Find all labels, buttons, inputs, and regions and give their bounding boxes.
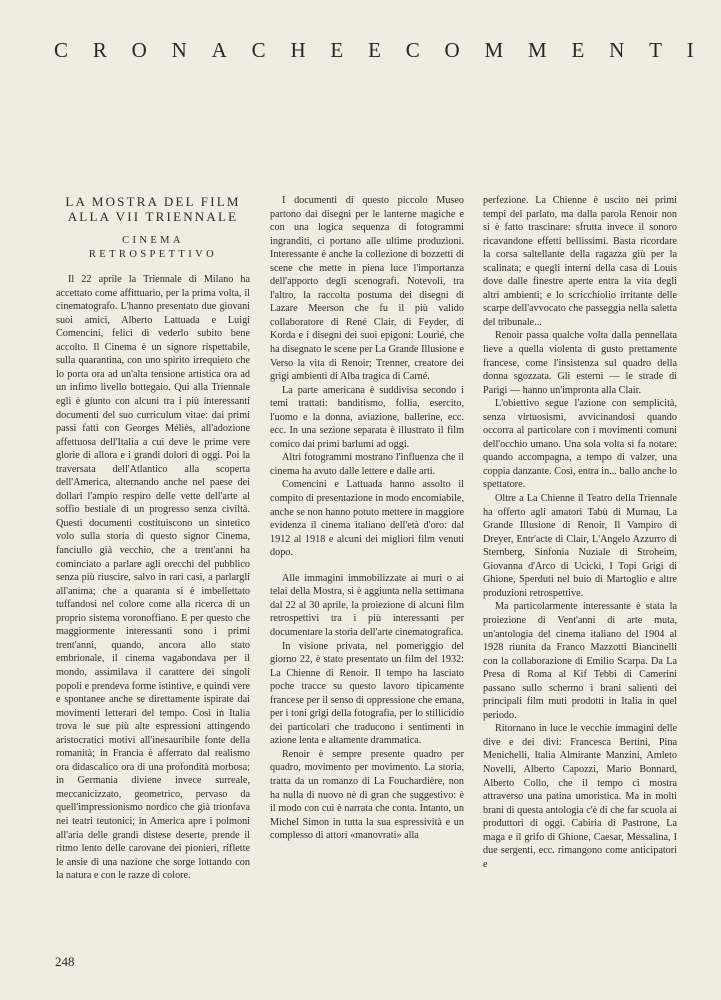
- header-letter: T: [649, 38, 662, 62]
- header-letter: O: [131, 38, 147, 62]
- header-letter: M: [528, 38, 547, 62]
- paragraph: La parte americana è suddivisa secondo i temi trattati: banditismo, follia, esercito, l'uomo e la donna, aviazione, ballerine, ecc. ecc. In una sezione separata è illustrato il film comico dai primi barlumi ad oggi.: [270, 384, 464, 450]
- paragraph: Renoir passa qualche volta dalla pennellata lieve a quella violenta di gusto prettamente francese, come l'insistenza sul quadro della donna sgozzata. Gli esterni — le strade di Parigi — hanno un'impronta alla Clair.: [483, 330, 677, 396]
- paragraph: Ma particolarmente interessante è stata la proiezione di Vent'anni di arte muta, un'antologia del cinema italiano del 1904 al 1928 riunita da Franco Mazzotti Biancinelli con la collaborazione di Emilio Scarpa. Da La Presa di Roma al Kif Tebbi di Camerini passano sullo schermo i brani salienti dei principali film muti prodotti in Italia in quel periodo.: [483, 601, 677, 721]
- header-letter: O: [444, 38, 460, 62]
- header-letter: C: [251, 38, 266, 62]
- header-letter: N: [171, 38, 187, 62]
- paragraph: Alle immagini immobilizzate ai muri o ai telai della Mostra, si è aggiunta nella settimana dal 22 al 30 aprile, la proiezione di alcuni film retrospettivi tra i più interessanti per documentare la storia dell'arte cinematografica.: [270, 572, 464, 638]
- paragraph: Ritornano in luce le vecchie immagini delle dive e dei divi: Francesca Bertini, Pina Menichelli, Italia Almirante Manzini, Amleto Novelli, Alberto Capozzi, Mario Bonnard, Alberto Collo, che il tempo ci mostra attraverso una patina umoristica. Ma in molti brani di questa antologia c'è di che far scuola ai produttori di oggi. Cabiria di Pastrone, La maga e il grifo di Ghione, Caesar, Messalina, I due sergenti, ecc. rimangono come anticipatori e: [483, 723, 677, 870]
- header-letter: H: [290, 38, 306, 62]
- column-3: [483, 194, 677, 871]
- article-subtitle: CINEMA RETROSPETTIVO: [88, 235, 218, 260]
- article-title: [56, 194, 250, 224]
- article-title-line-1: LA MOSTRA DEL FILM: [65, 194, 241, 209]
- paragraph: perfezione. La Chienne è uscito nei primi tempi del parlato, ma dalla parola Renoir non si è fatto trascinare: sfrutta invece il sonoro ricavandone effetti bellissimi. Basta ricordare la corsa saltellante della ragazza giù per la scalinata; e quegli interni della casa di Louis dove dalle finestre aperte entra la vita degli altri ambienti; e lo scricchiolio irritante delle scarpe dell'avvocato che passeggia nella saletta del tribunale...: [483, 195, 677, 328]
- page-number: 248: [55, 954, 75, 969]
- paragraph: In visione privata, nel pomeriggio del giorno 22, è stato presentato un film del 1932: La Chienne di Renoir. Il tempo ha lasciato poche tracce su questo lavoro tipicamente francese per il senso di oppressione che emana, per i toni grigi della fotografia, per lo stillicidio dei particolari che traducono i sentimenti in azione lenta e altamente drammatica.: [270, 640, 464, 747]
- header-letter: E: [571, 38, 585, 62]
- section-header: [54, 38, 694, 63]
- paragraph: Oltre a La Chienne il Teatro della Triennale ha offerto agli amatori Tabù di Murnau, La Grande Illusione di Renoir, Il Vampiro di Dreyer, Entr'acte di Clair, L'Angelo Azzurro di Sternberg, Sinfonia Nuziale di Stroheim, Giovanna d'Arco di Ucicki, I Topi Grigi di Ghione, Sperduti nel buio di Martoglio e altre produzioni retrospettive.: [483, 493, 677, 599]
- header-letter: I: [686, 38, 694, 62]
- header-letter: R: [92, 38, 107, 62]
- paragraph: Comencini e Lattuada hanno assolto il compito di presentazione in modo encomiabile, anche se non hanno potuto mettere in maggiore evidenza il cinema italiano dell'età d'oro: dal 1912 al 1918 e alcuni dei migliori film venuti dopo.: [270, 479, 464, 559]
- header-letter: E: [330, 38, 344, 62]
- paragraph: Il 22 aprile la Triennale di Milano ha accettato come affittuario, per la prima volta, il cinematografo. L'hanno presentato due giovani suoi amici, Alberto Lattuada e Luigi Comencini, felici di vederlo subito bene accolto. Il Cinema è un signore rispettabile, sulla quarantina, con uno spirito irrequieto che lo porta ora ad un'alta tensione artistica ora ad un infimo livello bottegaio. Qui alla Triennale egli è giunto con alcuni tra i più interessanti documenti del suo curriculum vitae: dai primi passi fatti con Georges Méliès, all'adozione affettuosa dell'Italia a cui deve le prime vere glorie di allora e i grandi dolori di oggi. Poi la traversata dell'Atlantico alla scoperta dell'America, alternando anche nel paese dei dollari l'ampio respiro delle vette dell'arte al soffio bestiale di un progresso senza civiltà. Questi documenti costituiscono un sintetico volo sulla storia di questo signor Cinema, fanciullo già vecchio, che a trent'anni ha cominciato a parlare agli orecchi del pubblico senza più riuscire, salvo in rari casi, a parlargli all'anima; che a quaranta si è imbellettato tuffandosi nel colore come alla ricerca di un proprio sistema voronoffiano. E per questo che maggiormente interessanti sono i primi trent'anni, quando, ancora allo stato embrionale, il cinema vagabondava per il mondo, assimilava il carattere dei singoli popoli e prendeva forme istintive, e quindi vere e spontanee anche se direttamente ispirate dai movimenti letterari del tempo. Così in Italia trova le sue più alte espressioni attingendo aristocratici motivi all'inesauribile fonte della romanità; in Francia è afferrato dal realismo ora didascalico ora di una profondità morbosa; in Germania diviene invece surreale, meccanicizzato, geometrico, pervaso da quell'impressionismo nordico che già trionfava nei teatri teutonici; in America apre i polmoni all'aria delle grandi distese deserte, prende il ritmo lento delle carovane dei pionieri, riflette le ansie di una nazione che sorge lottando con la natura e con le razze di colore.: [56, 274, 250, 882]
- column-2: [270, 194, 464, 843]
- paragraph: Altri fotogrammi mostrano l'influenza che il cinema ha avuto dalle lettere e dalle arti.: [270, 452, 464, 477]
- header-letter: E: [368, 38, 381, 62]
- header-letter: C: [54, 38, 69, 62]
- header-letter: N: [609, 38, 625, 62]
- header-letter: A: [211, 38, 227, 62]
- paragraph: L'obiettivo segue l'azione con semplicità, senza virtuosismi, avvicinandosi quando occorra al particolare con i movimenti comuni dell'occhio umano. Una sola volta si fa notare: quando accompagna, a tempo di valzer, una coppia danzante. Così, entra in... ballo anche lo spettatore.: [483, 398, 677, 491]
- header-letter: C: [405, 38, 420, 62]
- column-1: [56, 194, 250, 883]
- article-title-line-2: ALLA VII TRIENNALE: [67, 209, 239, 224]
- header-letter: M: [484, 38, 504, 62]
- paragraph: Renoir è sempre presente quadro per quadro, movimento per movimento. La storia, tratta da un romanzo di La Fouchardière, non ha nulla di nuovo nè di gran che suggestivo: è il modo con cui è narrata che conta. Intanto, un Michel Simon in tutta la sua espressività e un complesso di attori «manovrati» alla: [270, 748, 464, 842]
- paragraph: I documenti di questo piccolo Museo partono dai disegni per le lanterne magiche e con una logica sequenza di fotogrammi ingranditi, ci portano alle ultime produzioni. Interessante è anche la collezione di bozzetti di scene che mette in piena luce l'importanza dell'apporto degli scenografi. Notevoli, tra l'altro, la raccolta postuma dei disegni di Lazare Meerson che fu il più valido collaboratore di René Clair, di Feyder, di Korda e i disegni dei suoi epigoni: Lourié, che ha disegnato le scene per La Grande Illusione e Verso la vita di Renoir; Trenner, creatore dei grigi ambienti di Alba tragica di Carné.: [270, 195, 464, 383]
